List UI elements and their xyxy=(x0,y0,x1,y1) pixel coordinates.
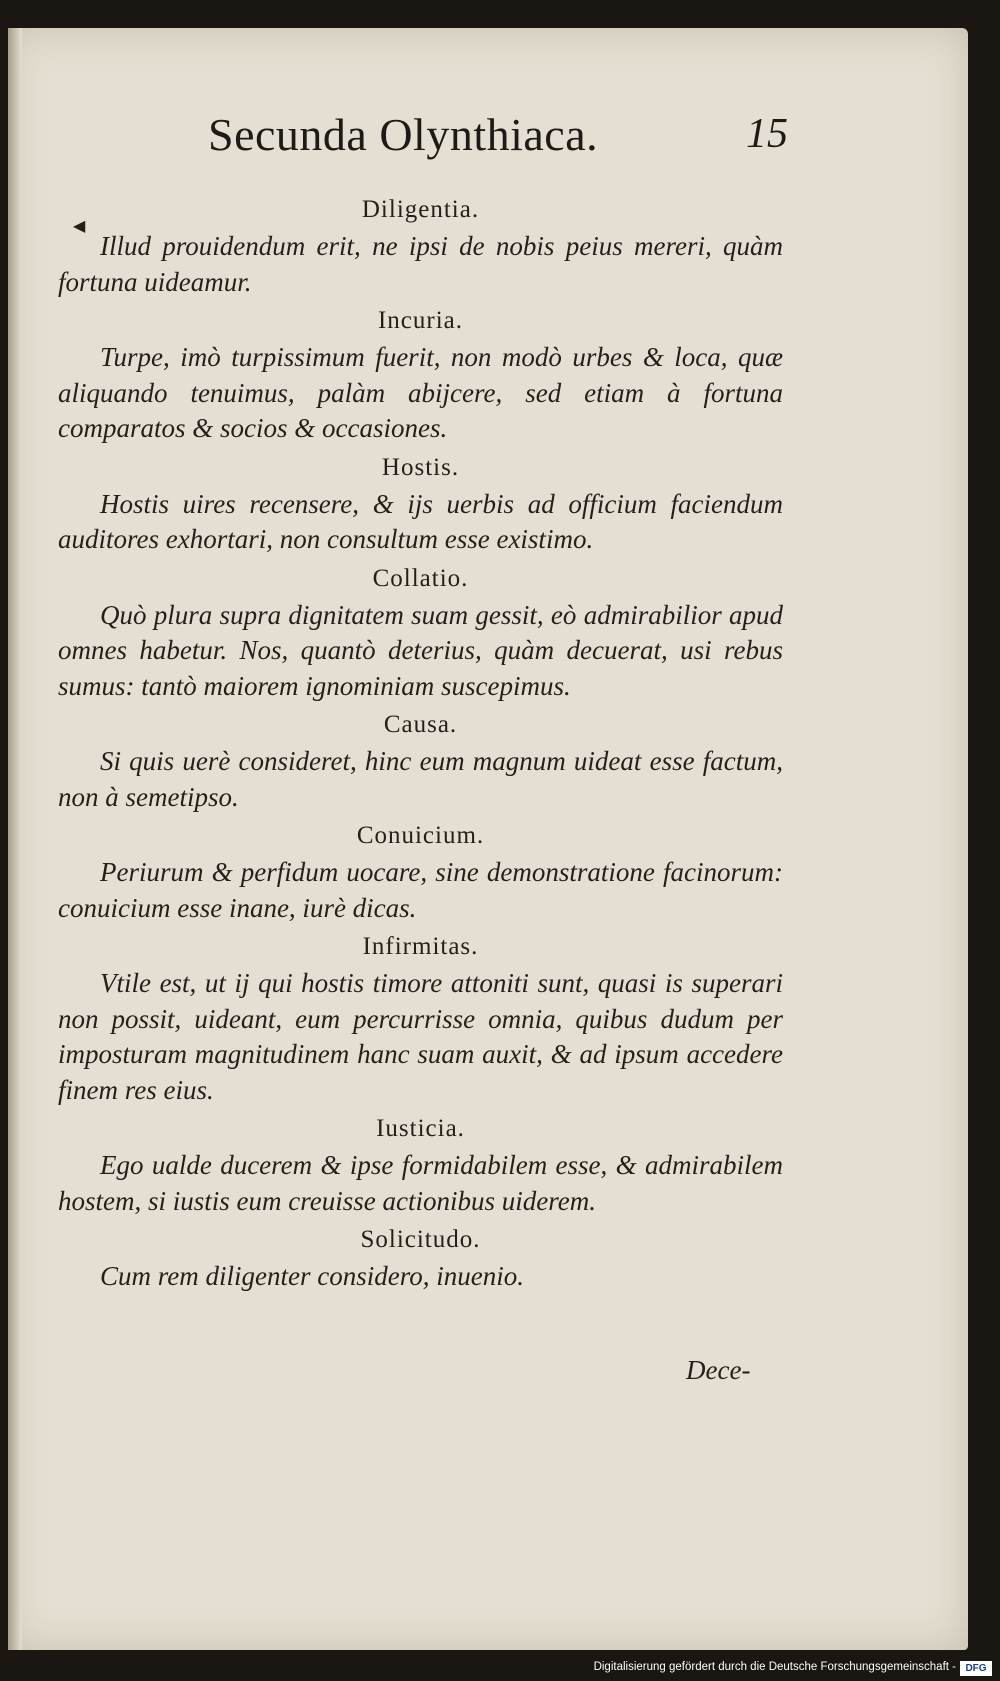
section-body: Turpe, imò turpissimum fuerit, non modò urbes & loca, quæ aliquando tenuimus, palàm abijcere, sed etiam à fortuna comparatos & socios & occasiones. xyxy=(58,342,783,443)
section-diligentia xyxy=(58,193,783,300)
section-heading: Collatio. xyxy=(372,564,469,592)
section-heading: Infirmitas. xyxy=(362,933,479,960)
dfg-logo[interactable]: DFG xyxy=(960,1661,992,1676)
section-heading: Causa. xyxy=(383,711,458,738)
section-body: Ego ualde ducerem & ipse formidabilem esse, & admirabilem hostem, si iustis eum creuisse actionibus uiderem. xyxy=(58,1150,783,1216)
section-heading: Incuria. xyxy=(377,307,464,334)
section-heading: Diligentia. xyxy=(361,196,480,223)
section-conuicium xyxy=(58,819,783,926)
catchword: Dece- xyxy=(686,1355,751,1385)
section-hostis xyxy=(58,451,783,558)
section-body: Hostis uires recensere, & ijs uerbis ad officium faciendum auditores exhortari, non consultum esse existimo. xyxy=(58,488,783,554)
section-body: Periurum & perfidum uocare, sine demonstratione facinorum: conuicium esse inane, iurè dicas. xyxy=(58,857,783,923)
section-body: Vtile est, ut ij qui hostis timore attoniti sunt, quasi is superari non possit, uideant, eum percurrisse omnia, quibus dudum per imposturam magnitudinem hanc suam auxit, & ad ipsum accedere finem res eius. xyxy=(58,968,783,1105)
section-infirmitas xyxy=(58,930,783,1108)
section-body: Cum rem diligenter considero, inuenio. xyxy=(100,1261,524,1291)
page-spine-shadow xyxy=(8,28,22,1650)
section-heading: Solicitudo. xyxy=(360,1226,481,1253)
footer-credit: Digitalisierung gefördert durch die Deutsche Forschungsgemeinschaft - xyxy=(593,1661,956,1673)
section-body: Illud prouidendum erit, ne ipsi de nobis peius mereri, quàm fortuna uideamur. xyxy=(58,231,783,297)
section-causa xyxy=(58,708,783,815)
running-head-title: Secunda Olynthiaca. xyxy=(208,109,599,160)
margin-mark-icon: ◀ xyxy=(73,218,86,235)
section-body: Quò plura supra dignitatem suam gessit, eò admirabilior apud omnes habetur. Nos, quantò deterius, quàm decuerat, usi rebus sumus: tantò maiorem ignominiam suscepimus. xyxy=(58,599,783,701)
section-solicitudo xyxy=(58,1223,783,1295)
section-heading: Hostis. xyxy=(381,453,460,481)
book-page xyxy=(8,28,968,1650)
section-heading: Conuicium. xyxy=(356,822,485,849)
digitization-footer xyxy=(0,1658,1000,1681)
running-head xyxy=(208,108,908,178)
section-collatio xyxy=(58,562,783,705)
section-heading: Iusticia. xyxy=(376,1115,465,1142)
section-iusticia xyxy=(58,1112,783,1219)
section-incuria xyxy=(58,304,783,447)
page-number: 15 xyxy=(746,111,788,157)
page-text xyxy=(58,193,783,1299)
section-body: Si quis uerè consideret, hinc eum magnum uideat esse factum, non à semetipso. xyxy=(58,746,783,812)
